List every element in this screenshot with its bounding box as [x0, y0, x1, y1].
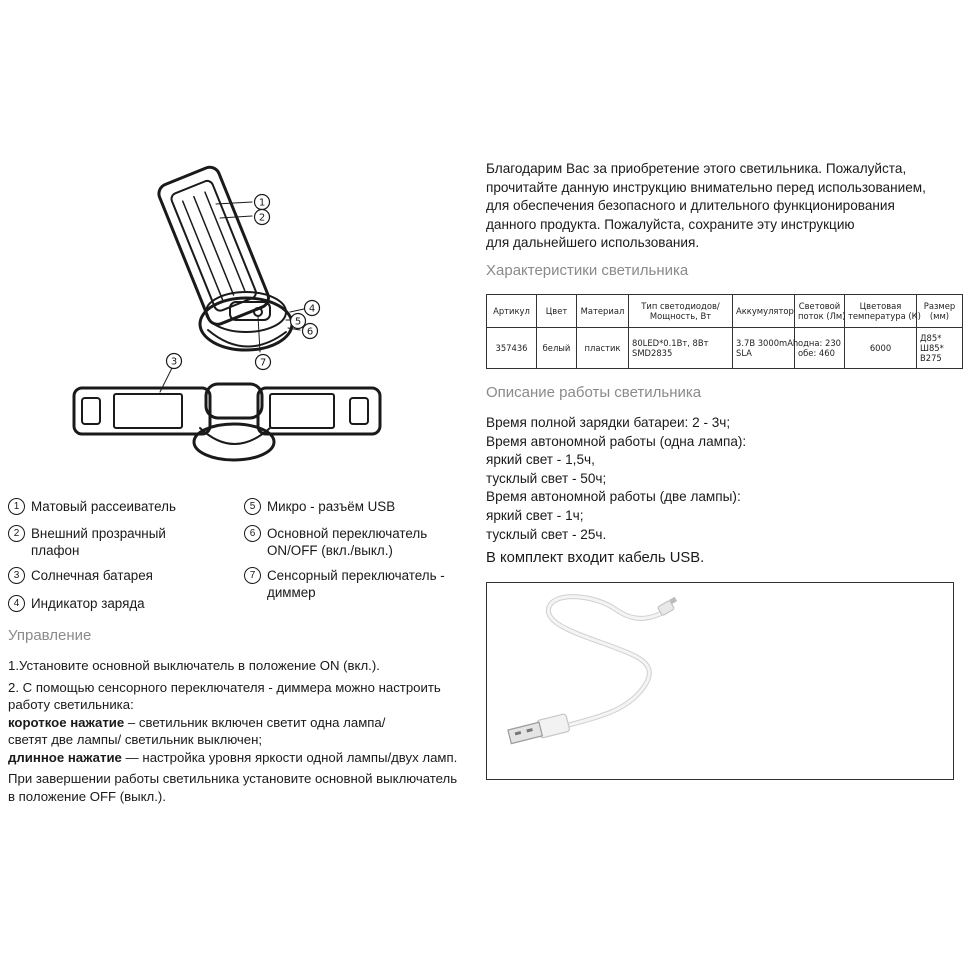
specs-header-row — [487, 295, 963, 328]
control-step-2: 2. С помощью сенсорного переключателя - диммера можно настроить — [8, 679, 441, 695]
callout-3 — [167, 354, 182, 369]
final-instruction-cont: в положение OFF (выкл.). — [8, 788, 166, 804]
short-press-label: короткое нажатие — [8, 714, 125, 730]
header-material: Материал — [577, 295, 629, 328]
header-color: Цвет — [537, 295, 577, 328]
legend-number: 6 — [244, 525, 261, 542]
long-press-line — [8, 749, 457, 767]
description-title: Описание работы светильника — [486, 384, 702, 401]
cell-battery: 3.7В 3000mAh SLA — [733, 328, 795, 369]
header-size: Размер (мм) — [917, 295, 963, 328]
description-line: Время полной зарядки батареи: 2 - 3ч; — [486, 415, 731, 430]
intro-line: данного продукта. Пожалуйста, сохраните эту инструкцию — [486, 216, 855, 232]
intro-line: для дальнейшего использования. — [486, 235, 700, 251]
callout-7 — [256, 355, 271, 370]
intro-line: Благодарим Вас за приобретение этого светильника. Пожалуйста, — [486, 161, 907, 176]
short-press-cont: светят две лампы/ светильник выключен; — [8, 732, 263, 747]
intro-line: прочитайте данную инструкцию внимательно перед использованием, — [486, 179, 926, 195]
legend-item-6 — [244, 525, 427, 559]
cell-size: Д85* Ш85* В275 — [917, 328, 963, 369]
svg-text:7: 7 — [259, 357, 267, 369]
legend-item-1 — [8, 498, 176, 515]
specs-title: Характеристики светильника — [486, 262, 689, 279]
callout-5 — [291, 314, 306, 329]
cell-color: белый — [537, 328, 577, 369]
legend-number: 7 — [244, 567, 261, 584]
svg-text:4: 4 — [308, 303, 316, 315]
legend-text: Основной переключатель — [267, 526, 428, 541]
legend-text: ON/OFF (вкл./выкл.) — [267, 543, 393, 558]
legend-number: 4 — [8, 595, 25, 612]
legend-item-7 — [244, 567, 445, 601]
legend-text: Солнечная батарея — [31, 568, 153, 583]
legend-text: Внешний прозрачный — [31, 526, 166, 541]
svg-text:2: 2 — [258, 212, 266, 224]
cell-flux: одна: 230 обе: 460 — [795, 328, 845, 369]
description-line: тусклый свет - 25ч. — [486, 526, 607, 542]
usb-cable-icon — [487, 583, 953, 779]
legend-item-4 — [8, 595, 145, 612]
cell-material: пластик — [577, 328, 629, 369]
specs-table — [486, 294, 963, 369]
callout-1 — [255, 195, 270, 210]
description-text — [486, 414, 746, 544]
control-step-2-cont: работу светильника: — [8, 697, 134, 712]
legend-text: Сенсорный переключатель - — [267, 568, 445, 583]
legend-number: 5 — [244, 498, 261, 515]
svg-text:3: 3 — [170, 356, 178, 368]
legend-item-3 — [8, 567, 153, 584]
control-step-1: 1.Установите основной выключатель в положение ON (вкл.). — [8, 658, 380, 673]
specs-data-row — [487, 328, 963, 369]
header-flux: Световой поток (Лм) — [795, 295, 845, 328]
short-press-text: – светильник включен светит одна лампа/ — [124, 714, 386, 730]
legend-text: Микро - разъём USB — [267, 499, 396, 514]
control-title: Управление — [8, 627, 92, 644]
legend-item-2 — [8, 525, 166, 559]
svg-text:6: 6 — [306, 326, 314, 338]
description-line: тусклый свет - 50ч; — [486, 470, 607, 486]
intro-text — [486, 160, 956, 253]
legend-number: 2 — [8, 525, 25, 542]
cell-article: 357436 — [487, 328, 537, 369]
description-line: Время автономной работы (одна лампа): — [486, 433, 747, 449]
usb-cable-image — [486, 582, 954, 780]
legend-text: плафон — [31, 543, 80, 558]
legend-text: Индикатор заряда — [31, 596, 145, 611]
legend-number: 3 — [8, 567, 25, 584]
header-temperature: Цветовая температура (К) — [845, 295, 917, 328]
cell-led: 80LED*0.1Вт, 8Вт SMD2835 — [629, 328, 733, 369]
lamp-drawing — [60, 160, 390, 470]
callout-2 — [255, 210, 270, 225]
svg-text:5: 5 — [294, 316, 302, 328]
short-press-line — [8, 714, 457, 732]
control-text — [8, 657, 457, 805]
callout-4 — [305, 301, 320, 316]
svg-text:1: 1 — [258, 197, 266, 209]
cell-temperature: 6000 — [845, 328, 917, 369]
final-instruction: При завершении работы светильника установите основной выключатель — [8, 771, 458, 786]
header-battery: Аккумулятор — [733, 295, 795, 328]
legend-text: Матовый рассеиватель — [31, 499, 176, 514]
legend-item-5 — [244, 498, 395, 515]
bundle-text: В комплект входит кабель USB. — [486, 550, 705, 566]
legend-text: диммер — [267, 585, 316, 600]
header-led: Тип светодиодов/ Мощность, Вт — [629, 295, 733, 328]
description-line: яркий свет - 1,5ч, — [486, 452, 595, 468]
long-press-label: длинное нажатие — [8, 749, 122, 765]
long-press-text: — настройка уровня яркости одной лампы/двух ламп. — [121, 749, 458, 765]
description-line: яркий свет - 1ч; — [486, 507, 584, 523]
callout-6 — [303, 324, 318, 339]
intro-line: для обеспечения безопасного и длительного функционирования — [486, 198, 895, 214]
header-article: Артикул — [487, 295, 537, 328]
description-line: Время автономной работы (две лампы): — [486, 489, 741, 505]
legend-number: 1 — [8, 498, 25, 515]
